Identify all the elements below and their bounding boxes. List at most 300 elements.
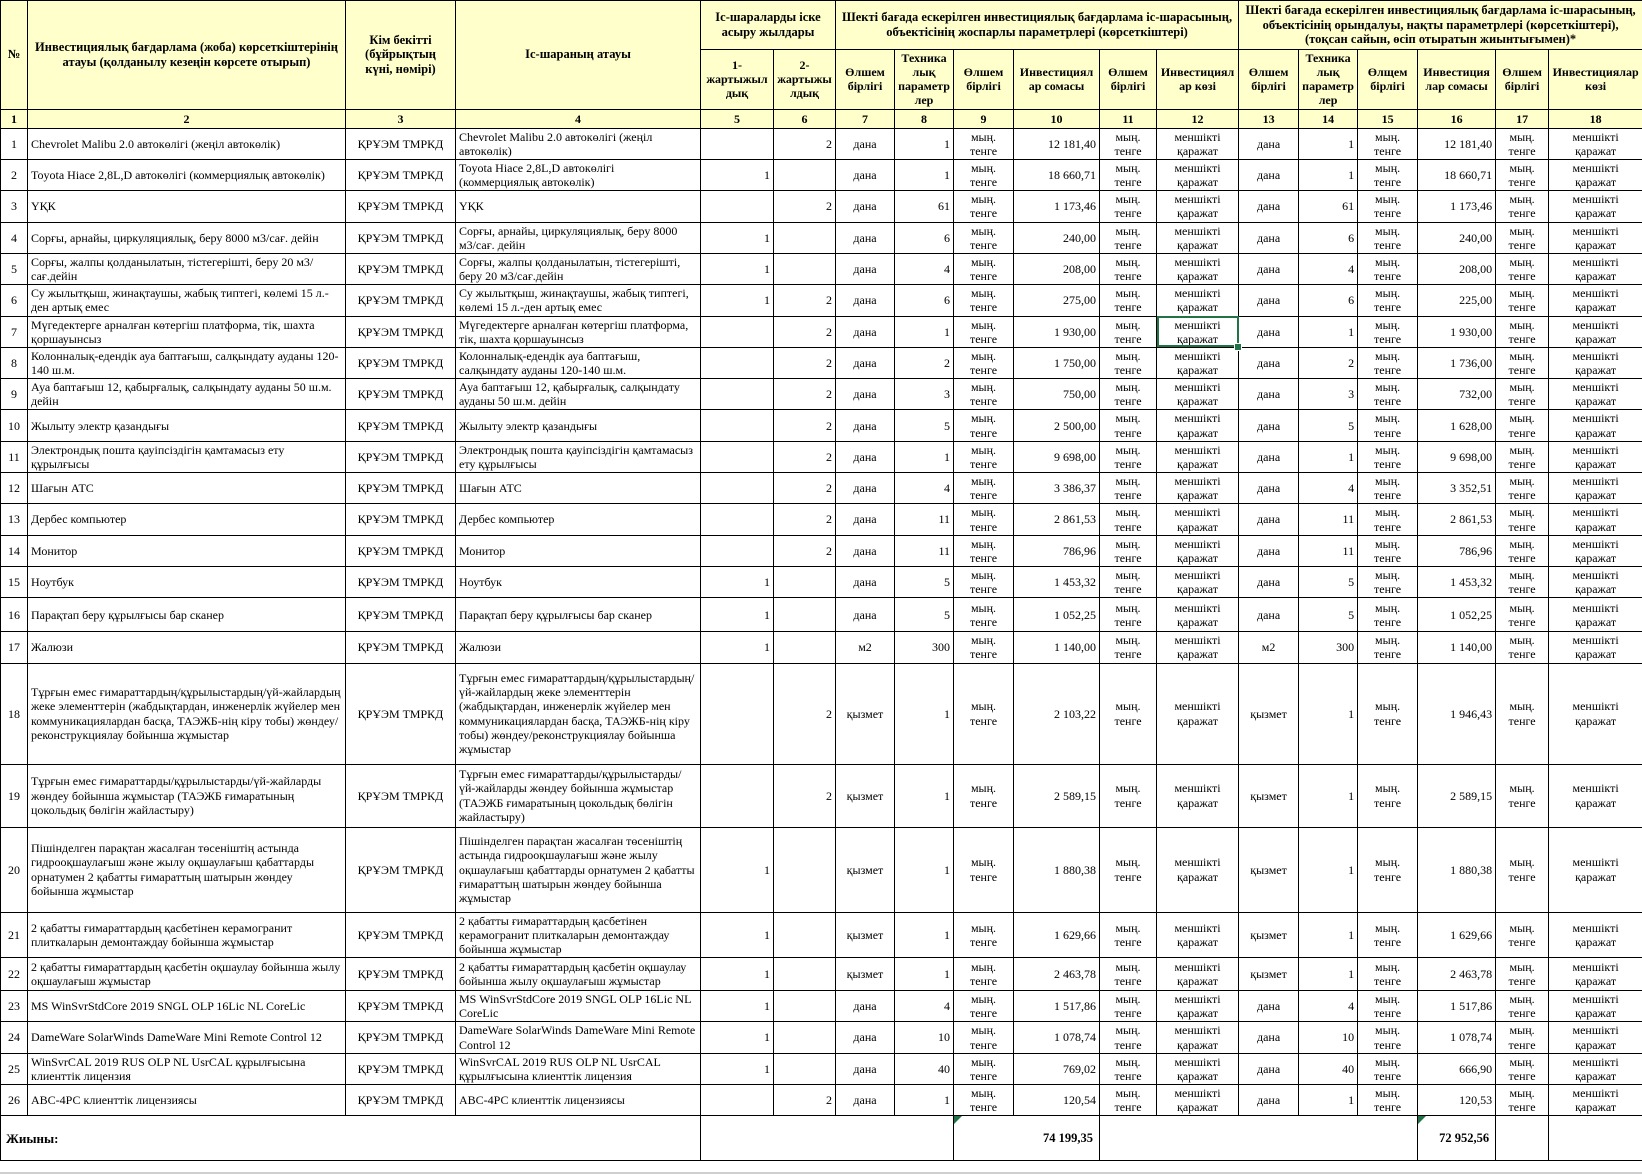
cell-source-money-unit-plan[interactable]: мың. тенге [1100,663,1157,764]
cell-investment-source-fact[interactable]: меншікті қаражат [1549,285,1642,316]
cell-approver[interactable]: ҚРҰЭМ ТМРКД [346,535,456,566]
cell-indicator-name[interactable]: Мүгедектерге арналған көтергіш платформа, тік, шахта қоршауынсыз [28,316,346,347]
cell-money-unit-fact[interactable]: мың. тенге [1358,504,1418,535]
cell-tech-param-plan[interactable]: 5 [895,410,954,441]
cell-source-money-unit-plan[interactable]: мың. тенге [1100,958,1157,991]
cell-tech-param-plan[interactable]: 1 [895,958,954,991]
cell-investment-source-fact[interactable]: меншікті қаражат [1549,1085,1642,1116]
cell-indicator-name[interactable]: Toyota Hiace 2,8L,D автокөлігі (коммерциялық автокөлік) [28,159,346,190]
cell-approver[interactable]: ҚРҰЭМ ТМРКД [346,632,456,663]
cell-activity-name[interactable]: MS WinSvrStdCore 2019 SNGL OLP 16Lic NL CoreLic [456,991,701,1022]
cell-indicator-name[interactable]: Дербес компьютер [28,504,346,535]
cell-money-unit-plan[interactable]: мың. тенге [954,222,1014,253]
cell-approver[interactable]: ҚРҰЭМ ТМРКД [346,347,456,378]
cell-row-number[interactable]: 6 [1,285,28,316]
cell-money-unit-plan[interactable]: мың. тенге [954,316,1014,347]
cell-tech-param-plan[interactable]: 5 [895,567,954,598]
cell-source-money-unit-fact[interactable]: мың. тенге [1496,632,1549,663]
column-number-8[interactable]: 8 [895,109,954,128]
cell-money-unit-plan[interactable]: мың. тенге [954,598,1014,632]
cell-money-unit-fact[interactable]: мың. тенге [1358,222,1418,253]
cell-investment-source-plan[interactable]: меншікті қаражат [1157,663,1239,764]
cell-investment-source-plan[interactable]: меншікті қаражат [1157,410,1239,441]
cell-source-money-unit-plan[interactable]: мың. тенге [1100,912,1157,957]
cell-unit-fact[interactable]: дана [1239,1022,1299,1053]
cell-source-money-unit-plan[interactable]: мың. тенге [1100,1085,1157,1116]
cell-approver[interactable]: ҚРҰЭМ ТМРКД [346,1022,456,1053]
cell-row-number[interactable]: 15 [1,567,28,598]
cell-investment-source-fact[interactable]: меншікті қаражат [1549,316,1642,347]
cell-investment-sum-plan[interactable]: 120,54 [1014,1085,1100,1116]
cell-half-year-2[interactable]: 2 [774,316,836,347]
cell-half-year-2[interactable] [774,991,836,1022]
cell-half-year-2[interactable]: 2 [774,535,836,566]
cell-money-unit-plan[interactable]: мың. тенге [954,1085,1014,1116]
total-label[interactable]: Жиыны: [1,1116,701,1161]
cell-activity-name[interactable]: Жылыту электр қазандығы [456,410,701,441]
cell-unit-plan[interactable]: дана [836,253,895,284]
cell-half-year-2[interactable]: 2 [774,379,836,410]
cell-row-number[interactable]: 1 [1,128,28,159]
cell-half-year-2[interactable]: 2 [774,128,836,159]
cell-unit-fact[interactable]: дана [1239,285,1299,316]
header-group-plan[interactable]: Шекті бағада ескерілген инвестициялық бағдарлама іс-шарасының, объектісінің жоспарлы параметрлері (көрсеткіштері) [836,1,1239,50]
total-empty-b[interactable] [1100,1116,1418,1161]
cell-source-money-unit-fact[interactable]: мың. тенге [1496,912,1549,957]
cell-investment-sum-fact[interactable]: 1 078,74 [1418,1022,1496,1053]
cell-investment-sum-fact[interactable]: 208,00 [1418,253,1496,284]
cell-activity-name[interactable]: Су жылытқыш, жинақтаушы, жабық типтегі, көлемі 15 л.-ден артық емес [456,285,701,316]
cell-source-money-unit-fact[interactable]: мың. тенге [1496,1053,1549,1084]
total-sum-fact[interactable]: 72 952,56 [1418,1116,1496,1161]
header-unit-9[interactable]: Өлшем бірлігі [954,50,1014,110]
cell-source-money-unit-fact[interactable]: мың. тенге [1496,473,1549,504]
cell-row-number[interactable]: 14 [1,535,28,566]
column-number-5[interactable]: 5 [701,109,774,128]
cell-tech-param-fact[interactable]: 1 [1299,764,1358,827]
cell-investment-source-fact[interactable]: меншікті қаражат [1549,1022,1642,1053]
cell-tech-param-plan[interactable]: 1 [895,827,954,912]
cell-unit-plan[interactable]: дана [836,598,895,632]
cell-approver[interactable]: ҚРҰЭМ ТМРКД [346,764,456,827]
cell-row-number[interactable]: 19 [1,764,28,827]
cell-indicator-name[interactable]: Монитор [28,535,346,566]
cell-half-year-2[interactable]: 2 [774,347,836,378]
cell-money-unit-fact[interactable]: мың. тенге [1358,1053,1418,1084]
cell-unit-plan[interactable]: қызмет [836,827,895,912]
cell-investment-source-plan[interactable]: меншікті қаражат [1157,598,1239,632]
cell-source-money-unit-fact[interactable]: мың. тенге [1496,991,1549,1022]
cell-indicator-name[interactable]: 2 қабатты ғимараттардың қасбетінен керамогранит плиткаларын демонтаждау бойынша жұмыстар [28,912,346,957]
cell-investment-sum-plan[interactable]: 275,00 [1014,285,1100,316]
header-unit-13[interactable]: Өлшем бірлігі [1239,50,1299,110]
cell-half-year-2[interactable] [774,159,836,190]
cell-unit-fact[interactable]: дана [1239,159,1299,190]
cell-source-money-unit-fact[interactable]: мың. тенге [1496,1085,1549,1116]
cell-investment-sum-fact[interactable]: 1 880,38 [1418,827,1496,912]
cell-row-number[interactable]: 5 [1,253,28,284]
cell-source-money-unit-plan[interactable]: мың. тенге [1100,1022,1157,1053]
cell-unit-plan[interactable]: дана [836,316,895,347]
cell-investment-sum-fact[interactable]: 2 463,78 [1418,958,1496,991]
cell-investment-source-plan[interactable]: меншікті қаражат [1157,827,1239,912]
cell-activity-name[interactable]: Тұрғын емес ғимараттарды/құрылыстарды/үй-жайларды жөндеу бойынша жұмыстар (ТАЭЖБ ғимаратының цокольдық бөлігін жайластыру) [456,764,701,827]
cell-half-year-1[interactable] [701,379,774,410]
cell-investment-source-fact[interactable]: меншікті қаражат [1549,632,1642,663]
cell-investment-source-fact[interactable]: меншікті қаражат [1549,379,1642,410]
cell-row-number[interactable]: 25 [1,1053,28,1084]
cell-money-unit-plan[interactable]: мың. тенге [954,253,1014,284]
cell-source-money-unit-plan[interactable]: мың. тенге [1100,598,1157,632]
cell-source-money-unit-fact[interactable]: мың. тенге [1496,1022,1549,1053]
cell-indicator-name[interactable]: Электрондық пошта қауіпсіздігін қамтамасыз ету құрылғысы [28,441,346,472]
cell-row-number[interactable]: 26 [1,1085,28,1116]
cell-tech-param-plan[interactable]: 4 [895,991,954,1022]
cell-investment-source-plan[interactable]: меншікті қаражат [1157,1085,1239,1116]
cell-money-unit-plan[interactable]: мың. тенге [954,347,1014,378]
cell-investment-sum-plan[interactable]: 1 453,32 [1014,567,1100,598]
header-unit-11[interactable]: Өлшем бірлігі [1100,50,1157,110]
cell-source-money-unit-plan[interactable]: мың. тенге [1100,827,1157,912]
cell-money-unit-plan[interactable]: мың. тенге [954,1022,1014,1053]
cell-unit-plan[interactable]: дана [836,991,895,1022]
cell-approver[interactable]: ҚРҰЭМ ТМРКД [346,128,456,159]
cell-investment-source-plan[interactable]: меншікті қаражат [1157,912,1239,957]
cell-investment-sum-fact[interactable]: 786,96 [1418,535,1496,566]
cell-row-number[interactable]: 3 [1,191,28,222]
cell-approver[interactable]: ҚРҰЭМ ТМРКД [346,410,456,441]
cell-investment-sum-plan[interactable]: 2 103,22 [1014,663,1100,764]
cell-investment-source-plan[interactable]: меншікті қаражат [1157,128,1239,159]
cell-investment-source-fact[interactable]: меншікті қаражат [1549,958,1642,991]
cell-money-unit-fact[interactable]: мың. тенге [1358,410,1418,441]
column-number-16[interactable]: 16 [1418,109,1496,128]
cell-activity-name[interactable]: 2 қабатты ғимараттардың қасбетінен керамогранит плиткаларын демонтаждау бойынша жұмыстар [456,912,701,957]
cell-source-money-unit-fact[interactable]: мың. тенге [1496,958,1549,991]
cell-money-unit-plan[interactable]: мың. тенге [954,827,1014,912]
cell-money-unit-fact[interactable]: мың. тенге [1358,663,1418,764]
cell-unit-fact[interactable]: дана [1239,991,1299,1022]
cell-investment-sum-plan[interactable]: 2 463,78 [1014,958,1100,991]
cell-investment-source-fact[interactable]: меншікті қаражат [1549,159,1642,190]
cell-investment-sum-fact[interactable]: 1 173,46 [1418,191,1496,222]
cell-unit-plan[interactable]: дана [836,222,895,253]
header-source-12[interactable]: Инвестициялар көзі [1157,50,1239,110]
cell-activity-name[interactable]: DameWare SolarWinds DameWare Mini Remote Control 12 [456,1022,701,1053]
cell-money-unit-fact[interactable]: мың. тенге [1358,912,1418,957]
cell-tech-param-plan[interactable]: 6 [895,222,954,253]
cell-tech-param-fact[interactable]: 1 [1299,316,1358,347]
cell-investment-source-plan[interactable]: меншікті қаражат [1157,191,1239,222]
cell-investment-source-plan[interactable]: меншікті қаражат [1157,535,1239,566]
cell-indicator-name[interactable]: DameWare SolarWinds DameWare Mini Remote Control 12 [28,1022,346,1053]
cell-half-year-1[interactable]: 1 [701,222,774,253]
cell-tech-param-plan[interactable]: 3 [895,379,954,410]
cell-source-money-unit-plan[interactable]: мың. тенге [1100,473,1157,504]
cell-money-unit-fact[interactable]: мың. тенге [1358,632,1418,663]
cell-money-unit-fact[interactable]: мың. тенге [1358,764,1418,827]
cell-half-year-1[interactable]: 1 [701,253,774,284]
cell-source-money-unit-fact[interactable]: мың. тенге [1496,827,1549,912]
cell-half-year-2[interactable]: 2 [774,473,836,504]
cell-approver[interactable]: ҚРҰЭМ ТМРКД [346,1085,456,1116]
cell-unit-plan[interactable]: дана [836,379,895,410]
cell-unit-fact[interactable]: қызмет [1239,912,1299,957]
cell-indicator-name[interactable]: Колонналық-едендік ауа баптағыш, салқындату ауданы 120-140 ш.м. [28,347,346,378]
cell-tech-param-fact[interactable]: 11 [1299,504,1358,535]
cell-investment-source-plan[interactable]: меншікті қаражат [1157,1022,1239,1053]
cell-row-number[interactable]: 16 [1,598,28,632]
cell-source-money-unit-plan[interactable]: мың. тенге [1100,504,1157,535]
cell-source-money-unit-plan[interactable]: мың. тенге [1100,410,1157,441]
cell-money-unit-plan[interactable]: мың. тенге [954,567,1014,598]
cell-tech-param-plan[interactable]: 1 [895,912,954,957]
cell-half-year-1[interactable] [701,347,774,378]
cell-tech-param-fact[interactable]: 300 [1299,632,1358,663]
cell-investment-sum-fact[interactable]: 1 736,00 [1418,347,1496,378]
cell-investment-sum-fact[interactable]: 225,00 [1418,285,1496,316]
cell-tech-param-fact[interactable]: 1 [1299,958,1358,991]
cell-money-unit-fact[interactable]: мың. тенге [1358,379,1418,410]
cell-activity-name[interactable]: АВС-4РС клиенттік лицензиясы [456,1085,701,1116]
cell-source-money-unit-plan[interactable]: мың. тенге [1100,253,1157,284]
cell-half-year-2[interactable] [774,1053,836,1084]
cell-unit-fact[interactable]: дана [1239,567,1299,598]
cell-investment-source-plan[interactable]: меншікті қаражат [1157,285,1239,316]
cell-source-money-unit-plan[interactable]: мың. тенге [1100,991,1157,1022]
cell-source-money-unit-fact[interactable]: мың. тенге [1496,441,1549,472]
cell-tech-param-fact[interactable]: 61 [1299,191,1358,222]
cell-source-money-unit-plan[interactable]: мың. тенге [1100,567,1157,598]
cell-money-unit-fact[interactable]: мың. тенге [1358,253,1418,284]
cell-investment-source-fact[interactable]: меншікті қаражат [1549,504,1642,535]
cell-money-unit-plan[interactable]: мың. тенге [954,128,1014,159]
cell-activity-name[interactable]: Парақтап беру құрылғысы бар сканер [456,598,701,632]
cell-money-unit-fact[interactable]: мың. тенге [1358,285,1418,316]
cell-source-money-unit-fact[interactable]: мың. тенге [1496,316,1549,347]
cell-source-money-unit-plan[interactable]: мың. тенге [1100,316,1157,347]
cell-approver[interactable]: ҚРҰЭМ ТМРКД [346,991,456,1022]
cell-money-unit-fact[interactable]: мың. тенге [1358,567,1418,598]
cell-tech-param-fact[interactable]: 1 [1299,441,1358,472]
cell-unit-plan[interactable]: қызмет [836,912,895,957]
column-number-9[interactable]: 9 [954,109,1014,128]
header-unit-7[interactable]: Өлшем бірлігі [836,50,895,110]
cell-half-year-2[interactable]: 2 [774,504,836,535]
cell-unit-fact[interactable]: дана [1239,1085,1299,1116]
cell-investment-source-plan[interactable]: меншікті қаражат [1157,473,1239,504]
cell-tech-param-plan[interactable]: 4 [895,473,954,504]
cell-money-unit-plan[interactable]: мың. тенге [954,958,1014,991]
cell-investment-source-plan[interactable]: меншікті қаражат [1157,504,1239,535]
cell-money-unit-fact[interactable]: мың. тенге [1358,191,1418,222]
cell-tech-param-fact[interactable]: 2 [1299,347,1358,378]
cell-indicator-name[interactable]: Пішінделген парақтан жасалған төсеніштің астында гидрооқшаулағыш және жылу оқшаулағыш қабаттарды орнатумен 2 қабатты ғимараттың шатырын жөндеу бойынша жұмыстар [28,827,346,912]
cell-unit-plan[interactable]: дана [836,1022,895,1053]
cell-approver[interactable]: ҚРҰЭМ ТМРКД [346,253,456,284]
cell-row-number[interactable]: 20 [1,827,28,912]
column-number-1[interactable]: 1 [1,109,28,128]
header-activity-name[interactable]: Іс-шараның атауы [456,1,701,110]
header-no[interactable]: № [1,1,28,110]
cell-unit-plan[interactable]: дана [836,410,895,441]
cell-indicator-name[interactable]: MS WinSvrStdCore 2019 SNGL OLP 16Lic NL CoreLic [28,991,346,1022]
cell-source-money-unit-fact[interactable]: мың. тенге [1496,159,1549,190]
cell-activity-name[interactable]: Пішінделген парақтан жасалған төсеніштің астында гидрооқшаулағыш және жылу оқшаулағыш қабаттарды орнатумен 2 қабатты ғимараттың шатырын жөндеу бойынша жұмыстар [456,827,701,912]
cell-investment-sum-plan[interactable]: 1 173,46 [1014,191,1100,222]
cell-investment-source-plan[interactable]: меншікті қаражат [1157,347,1239,378]
cell-half-year-1[interactable]: 1 [701,958,774,991]
cell-half-year-1[interactable]: 1 [701,285,774,316]
cell-approver[interactable]: ҚРҰЭМ ТМРКД [346,598,456,632]
cell-tech-param-plan[interactable]: 2 [895,347,954,378]
cell-investment-source-plan[interactable]: меншікті қаражат [1157,441,1239,472]
cell-investment-source-fact[interactable]: меншікті қаражат [1549,827,1642,912]
cell-indicator-name[interactable]: Ауа баптағыш 12, қабырғалық, салқындату ауданы 50 ш.м. дейін [28,379,346,410]
cell-investment-sum-fact[interactable]: 1 930,00 [1418,316,1496,347]
cell-investment-sum-fact[interactable]: 732,00 [1418,379,1496,410]
cell-row-number[interactable]: 8 [1,347,28,378]
cell-tech-param-fact[interactable]: 3 [1299,379,1358,410]
cell-activity-name[interactable]: WinSvrCAL 2019 RUS OLP NL UsrCAL құрылғысына клиенттік лицензия [456,1053,701,1084]
cell-half-year-1[interactable] [701,764,774,827]
cell-unit-plan[interactable]: дана [836,473,895,504]
cell-investment-sum-plan[interactable]: 1 517,86 [1014,991,1100,1022]
cell-half-year-1[interactable] [701,410,774,441]
cell-money-unit-fact[interactable]: мың. тенге [1358,159,1418,190]
cell-investment-sum-plan[interactable]: 1 629,66 [1014,912,1100,957]
cell-money-unit-plan[interactable]: мың. тенге [954,410,1014,441]
cell-unit-plan[interactable]: дана [836,567,895,598]
cell-row-number[interactable]: 18 [1,663,28,764]
cell-tech-param-fact[interactable]: 11 [1299,535,1358,566]
cell-tech-param-plan[interactable]: 300 [895,632,954,663]
cell-investment-source-fact[interactable]: меншікті қаражат [1549,253,1642,284]
cell-indicator-name[interactable]: Chevrolet Malibu 2.0 автокөлігі (жеңіл автокөлік) [28,128,346,159]
cell-indicator-name[interactable]: Сорғы, арнайы, циркуляциялық, беру 8000 м3/сағ. дейін [28,222,346,253]
cell-approver[interactable]: ҚРҰЭМ ТМРКД [346,191,456,222]
cell-tech-param-plan[interactable]: 1 [895,316,954,347]
cell-tech-param-fact[interactable]: 5 [1299,598,1358,632]
total-empty-c[interactable] [1496,1116,1549,1161]
cell-row-number[interactable]: 23 [1,991,28,1022]
cell-half-year-1[interactable]: 1 [701,912,774,957]
cell-tech-param-fact[interactable]: 40 [1299,1053,1358,1084]
cell-investment-sum-plan[interactable]: 1 750,00 [1014,347,1100,378]
cell-tech-param-plan[interactable]: 61 [895,191,954,222]
cell-investment-sum-plan[interactable]: 2 589,15 [1014,764,1100,827]
cell-tech-param-fact[interactable]: 1 [1299,1085,1358,1116]
header-sum-16[interactable]: Инвестициялар сомасы [1418,50,1496,110]
total-sum-plan[interactable]: 74 199,35 [954,1116,1100,1161]
cell-approver[interactable]: ҚРҰЭМ ТМРКД [346,159,456,190]
cell-unit-plan[interactable]: дана [836,285,895,316]
cell-source-money-unit-plan[interactable]: мың. тенге [1100,379,1157,410]
cell-source-money-unit-fact[interactable]: мың. тенге [1496,191,1549,222]
cell-indicator-name[interactable]: WinSvrCAL 2019 RUS OLP NL UsrCAL құрылғысына клиенттік лицензия [28,1053,346,1084]
cell-half-year-1[interactable] [701,504,774,535]
cell-indicator-name[interactable]: Жылыту электр қазандығы [28,410,346,441]
cell-unit-plan[interactable]: дана [836,159,895,190]
cell-investment-sum-plan[interactable]: 1 930,00 [1014,316,1100,347]
cell-investment-sum-plan[interactable]: 1 880,38 [1014,827,1100,912]
cell-investment-sum-plan[interactable]: 12 181,40 [1014,128,1100,159]
cell-investment-sum-plan[interactable]: 1 078,74 [1014,1022,1100,1053]
cell-tech-param-fact[interactable]: 6 [1299,222,1358,253]
cell-unit-plan[interactable]: дана [836,128,895,159]
cell-source-money-unit-plan[interactable]: мың. тенге [1100,535,1157,566]
cell-investment-sum-plan[interactable]: 240,00 [1014,222,1100,253]
cell-source-money-unit-plan[interactable]: мың. тенге [1100,285,1157,316]
cell-tech-param-fact[interactable]: 10 [1299,1022,1358,1053]
cell-money-unit-fact[interactable]: мың. тенге [1358,128,1418,159]
cell-half-year-1[interactable] [701,191,774,222]
cell-half-year-2[interactable]: 2 [774,441,836,472]
cell-unit-fact[interactable]: дана [1239,347,1299,378]
cell-approver[interactable]: ҚРҰЭМ ТМРКД [346,473,456,504]
cell-money-unit-plan[interactable]: мың. тенге [954,473,1014,504]
cell-unit-fact[interactable]: дана [1239,379,1299,410]
cell-investment-sum-plan[interactable]: 208,00 [1014,253,1100,284]
cell-money-unit-fact[interactable]: мың. тенге [1358,827,1418,912]
column-number-11[interactable]: 11 [1100,109,1157,128]
cell-half-year-2[interactable] [774,1022,836,1053]
cell-investment-sum-plan[interactable]: 1 052,25 [1014,598,1100,632]
cell-approver[interactable]: ҚРҰЭМ ТМРКД [346,663,456,764]
cell-investment-sum-plan[interactable]: 3 386,37 [1014,473,1100,504]
cell-indicator-name[interactable]: Ноутбук [28,567,346,598]
cell-half-year-2[interactable] [774,827,836,912]
cell-half-year-1[interactable] [701,316,774,347]
cell-half-year-2[interactable]: 2 [774,191,836,222]
cell-source-money-unit-fact[interactable]: мың. тенге [1496,222,1549,253]
cell-tech-param-plan[interactable]: 1 [895,1085,954,1116]
cell-investment-sum-fact[interactable]: 1 628,00 [1418,410,1496,441]
cell-row-number[interactable]: 21 [1,912,28,957]
cell-half-year-1[interactable] [701,535,774,566]
cell-investment-source-plan[interactable]: меншікті қаражат [1157,1053,1239,1084]
cell-source-money-unit-plan[interactable]: мың. тенге [1100,764,1157,827]
cell-tech-param-plan[interactable]: 4 [895,253,954,284]
cell-tech-param-fact[interactable]: 5 [1299,410,1358,441]
header-unit-17[interactable]: Өлшем бірлігі [1496,50,1549,110]
cell-tech-param-plan[interactable]: 1 [895,764,954,827]
cell-unit-fact[interactable]: дана [1239,535,1299,566]
cell-investment-source-fact[interactable]: меншікті қаражат [1549,764,1642,827]
cell-unit-fact[interactable]: қызмет [1239,764,1299,827]
cell-approver[interactable]: ҚРҰЭМ ТМРКД [346,1053,456,1084]
cell-unit-plan[interactable]: дана [836,347,895,378]
cell-half-year-1[interactable] [701,128,774,159]
cell-half-year-2[interactable] [774,222,836,253]
cell-investment-source-plan[interactable]: меншікті қаражат [1157,316,1239,347]
cell-approver[interactable]: ҚРҰЭМ ТМРКД [346,222,456,253]
cell-tech-param-fact[interactable]: 4 [1299,253,1358,284]
cell-investment-sum-fact[interactable]: 666,90 [1418,1053,1496,1084]
cell-investment-source-fact[interactable]: меншікті қаражат [1549,567,1642,598]
cell-money-unit-fact[interactable]: мың. тенге [1358,598,1418,632]
cell-source-money-unit-fact[interactable]: мың. тенге [1496,128,1549,159]
column-number-6[interactable]: 6 [774,109,836,128]
cell-row-number[interactable]: 2 [1,159,28,190]
cell-unit-fact[interactable]: дана [1239,598,1299,632]
cell-approver[interactable]: ҚРҰЭМ ТМРКД [346,379,456,410]
cell-source-money-unit-plan[interactable]: мың. тенге [1100,632,1157,663]
cell-source-money-unit-fact[interactable]: мың. тенге [1496,379,1549,410]
cell-approver[interactable]: ҚРҰЭМ ТМРКД [346,441,456,472]
cell-half-year-1[interactable]: 1 [701,1022,774,1053]
cell-tech-param-fact[interactable]: 1 [1299,827,1358,912]
